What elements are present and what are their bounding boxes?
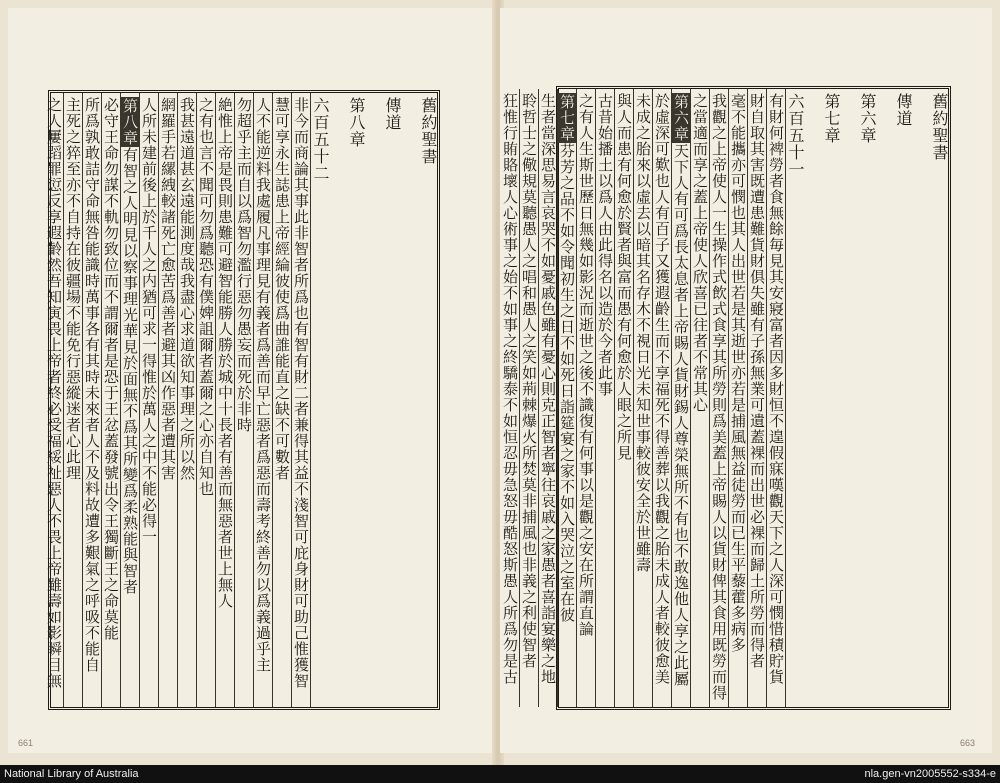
left-page bbox=[8, 8, 496, 753]
left-text-frame bbox=[45, 90, 440, 710]
left-columns bbox=[45, 93, 438, 707]
text-column: 有財何裨勞者食無餘毎見其安寢富者因多財恒不遑假寐嘆觀天下之人深可憫惜積貯貨 bbox=[766, 89, 785, 707]
right-columns bbox=[501, 89, 949, 707]
chapter-marker: 第七章 bbox=[558, 94, 576, 142]
text-column: 生者當深思易言哀哭不如憂戚色雖有憂心則克正智者寧往哀戚之家愚者喜詣宴樂之地 bbox=[538, 89, 557, 707]
left-book-title: 舊約聖書 bbox=[419, 97, 438, 165]
text-column: 之人屢蹈罪愆反享遐齡然吾知寅畏上帝者終必受福綏祉惡人不畏上帝雖壽如影瞬目無 bbox=[45, 97, 63, 689]
text-column: 未成之胎來以虛去以暗其名存木不視日光未知世事較彼安全於世雖壽 bbox=[633, 89, 652, 707]
text-column: 網羅手若縲絏較諸死亡愈苦爲善者避其凶作惡者遭其害 bbox=[158, 93, 177, 707]
right-chapter-label: 第六章 bbox=[858, 93, 877, 144]
text-column-chapter-start: 第六章天下人有可爲長太息者上帝賜人貨財錫人尊榮無所不有也不敢逸他人享之此屬 bbox=[671, 89, 690, 707]
text-column: 勿超乎主而自以爲智勿濫行惡勿愚妄而死於非時 bbox=[234, 93, 253, 707]
text-column: 之有也言不聞可勿爲聽恐有僕婢詛爾者蓋爾之心亦自知也 bbox=[196, 93, 215, 707]
left-chapter-label: 第八章 bbox=[347, 97, 366, 148]
text-column: 之有人生斯世歷日無幾如影況而逝世之後不識復有何事以是觀之安在所謂直論 bbox=[576, 89, 595, 707]
text-column: 非今而商論其事此非智者所爲也有智有財二者兼得其益不淺智可庇身財可助己惟獲智 bbox=[291, 93, 310, 707]
text-column: 財自取其害既遭患難貨財俱失雖有子孫無業可遺蓋裸而出世必裸而歸土所勞而得者 bbox=[747, 89, 766, 707]
chapter-marker: 第八章 bbox=[121, 98, 139, 146]
right-text-frame bbox=[501, 86, 951, 710]
left-page-number: 六百五十二 bbox=[311, 97, 330, 182]
text-column: 狂惟行賄賂壞人心術事之始不如事之終驕泰不如恒忍毋急怒毋酷怒斯愚人所爲勿是古 bbox=[501, 93, 519, 685]
text-column: 主死之猝至亦不自持在彼疆場不能免行惡縱迷者心此理 bbox=[63, 93, 82, 707]
text-column: 絶惟上帝是畏則患難可避智能勝人勝於城中十長者有善而無惡者世上無人 bbox=[215, 93, 234, 707]
right-page bbox=[500, 8, 992, 753]
text-column: 之當適而享之蓋上帝使人欣喜已往者不常其心 bbox=[690, 89, 709, 707]
text-column-chapter-start: 第七章芬芳之品不如令聞初生之日不如死日詣筵宴之家不如入哭泣之室在彼 bbox=[557, 89, 576, 707]
text-column: 聆哲士之儆規莫聽愚人之唱和愚人之笑如荊棘爆火所焚莫非捕風也非義之利使智者 bbox=[519, 89, 538, 707]
right-book-title: 舊約聖書 bbox=[930, 93, 949, 161]
pencil-page-mark: 661 bbox=[18, 738, 34, 748]
text-column: 我甚遠道甚玄遠能測度哉我盡心求道欲知事理之所以然 bbox=[177, 93, 196, 707]
library-name: National Library of Australia bbox=[4, 768, 139, 780]
right-section-label: 傳道 bbox=[894, 93, 913, 127]
record-id: nla.gen-vn2005552-s334-e bbox=[864, 768, 996, 780]
library-footer-bar bbox=[0, 765, 1000, 783]
text-column: 所爲孰敢詰守命無咎能識時萬事各有其時未來者人不及料故遭多艱氣之呼吸不能自 bbox=[82, 93, 101, 707]
right-page-number: 六百五十一 bbox=[786, 93, 805, 178]
text-column: 與人而患有何愈於賢者與富而愚有何愈於人眼之所見 bbox=[614, 89, 633, 707]
text-column: 毫不能攜亦可憫也其人出世若是其逝世亦若是捕風無益徒勞而已生平藜藿多病多 bbox=[728, 89, 747, 707]
text-column-chapter-start: 第八章有智之人明見以察事理光華見於面無不爲其所變爲柔熟能與智者 bbox=[120, 93, 139, 707]
right-chapter2-label: 第七章 bbox=[822, 93, 841, 144]
text-column: 於虛深可歎也人有百子又獲遐齡生而不享福死不得善葬以我觀之胎未成人者較彼愈美 bbox=[652, 89, 671, 707]
chapter-marker: 第六章 bbox=[672, 94, 690, 142]
right-header-column bbox=[785, 89, 948, 707]
pencil-page-mark: 663 bbox=[960, 738, 976, 748]
left-section-label: 傳道 bbox=[383, 97, 402, 131]
text-column: 我觀之上帝使人一生操作式飲式食享其所勞則爲美蓋上帝賜人以貨財俾其食用既勞而得 bbox=[709, 89, 728, 707]
text-column: 人所未建前後上於千人之内猶可求一得惟於萬人之中不能必得一 bbox=[139, 93, 158, 707]
text-column: 人不能逆料我處履凡事理見有義者爲善而早亡惡者爲惡而壽考終善勿以爲義過乎主 bbox=[253, 93, 272, 707]
text-column: 慧可享永生誌患上帝經綸彼使爲曲誰能直之缺不可數者 bbox=[272, 93, 291, 707]
text-column: 古昔始播土以爲人由此得名以造於今者此事 bbox=[595, 89, 614, 707]
text-column: 必守王命勿謀不軌勿致位而不謂爾者是恐于王忿蓋發號出令王獨斷王之命莫能 bbox=[101, 93, 120, 707]
left-header-column bbox=[310, 93, 437, 707]
